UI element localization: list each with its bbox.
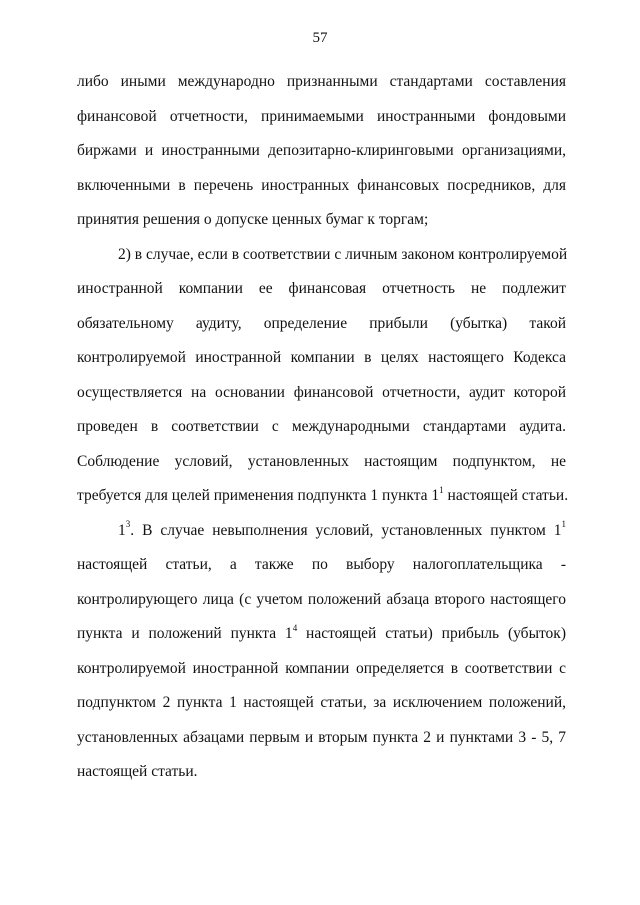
paragraph-3 bbox=[77, 514, 566, 790]
text-line: обязательному аудиту, определение прибыли (убытка) такой bbox=[77, 314, 566, 332]
text-line: настоящей статьи. bbox=[77, 763, 198, 780]
paragraph-2 bbox=[77, 238, 569, 514]
text-line bbox=[77, 514, 566, 549]
text-line: настоящей статьи, а также по выбору налогоплательщика - bbox=[77, 556, 566, 573]
text-line bbox=[77, 617, 566, 652]
superscript: 1 bbox=[439, 484, 444, 495]
text-line: установленных абзацами первым и вторым пункта 2 и пунктами 3 - 5, 7 bbox=[77, 728, 566, 746]
text-line: осуществляется на основании финансовой отчетности, аудит которой bbox=[77, 383, 566, 401]
text-line bbox=[77, 479, 569, 514]
text-line: 2) в случае, если в соответствии с личным законом контролируемой bbox=[118, 245, 568, 263]
clause-number: 1 bbox=[118, 521, 126, 539]
superscript: 3 bbox=[125, 519, 131, 530]
superscript: 4 bbox=[292, 622, 298, 633]
text-line: принятия решения о допуске ценных бумаг к торгам; bbox=[77, 211, 429, 228]
text-line: иностранной компании ее финансовая отчетность не подлежит bbox=[77, 280, 566, 297]
text-line: проведен в соответствии с международными стандартами аудита. bbox=[77, 418, 566, 435]
text-fragment: пункта и положений пункта 1 bbox=[77, 625, 293, 642]
text-line: контролируемой иностранной компании в целях настоящего Кодекса bbox=[77, 349, 566, 366]
text-line: включенными в перечень иностранных финансовых посредников, для bbox=[77, 176, 566, 194]
text-line: биржами и иностранными депозитарно-клиринговыми организациями, bbox=[77, 142, 566, 159]
document-body bbox=[77, 65, 569, 790]
text-line: контролирующего лица (с учетом положений абзаца второго настоящего bbox=[77, 590, 566, 608]
superscript: 1 bbox=[561, 519, 566, 530]
text-line: финансовой отчетности, принимаемыми иностранными фондовыми bbox=[77, 107, 566, 125]
paragraph-1 bbox=[77, 65, 566, 238]
text-fragment: настоящей статьи) прибыль (убыток) bbox=[297, 625, 566, 642]
text-fragment: требуется для целей применения подпункта 1 пункта 1 bbox=[77, 487, 440, 504]
text-line: Соблюдение условий, установленных настоящим подпунктом, не bbox=[77, 452, 566, 470]
text-fragment: настоящей статьи. bbox=[443, 487, 569, 504]
page-number: 57 bbox=[312, 30, 328, 46]
text-fragment: . В случае невыполнения условий, установленных пунктом 1 bbox=[130, 521, 562, 539]
text-line: либо иными международно признанными стандартами составления bbox=[77, 73, 566, 90]
text-line: подпунктом 2 пункта 1 настоящей статьи, за исключением положений, bbox=[77, 694, 566, 711]
text-line: контролируемой иностранной компании определяется в соответствии с bbox=[77, 659, 566, 677]
